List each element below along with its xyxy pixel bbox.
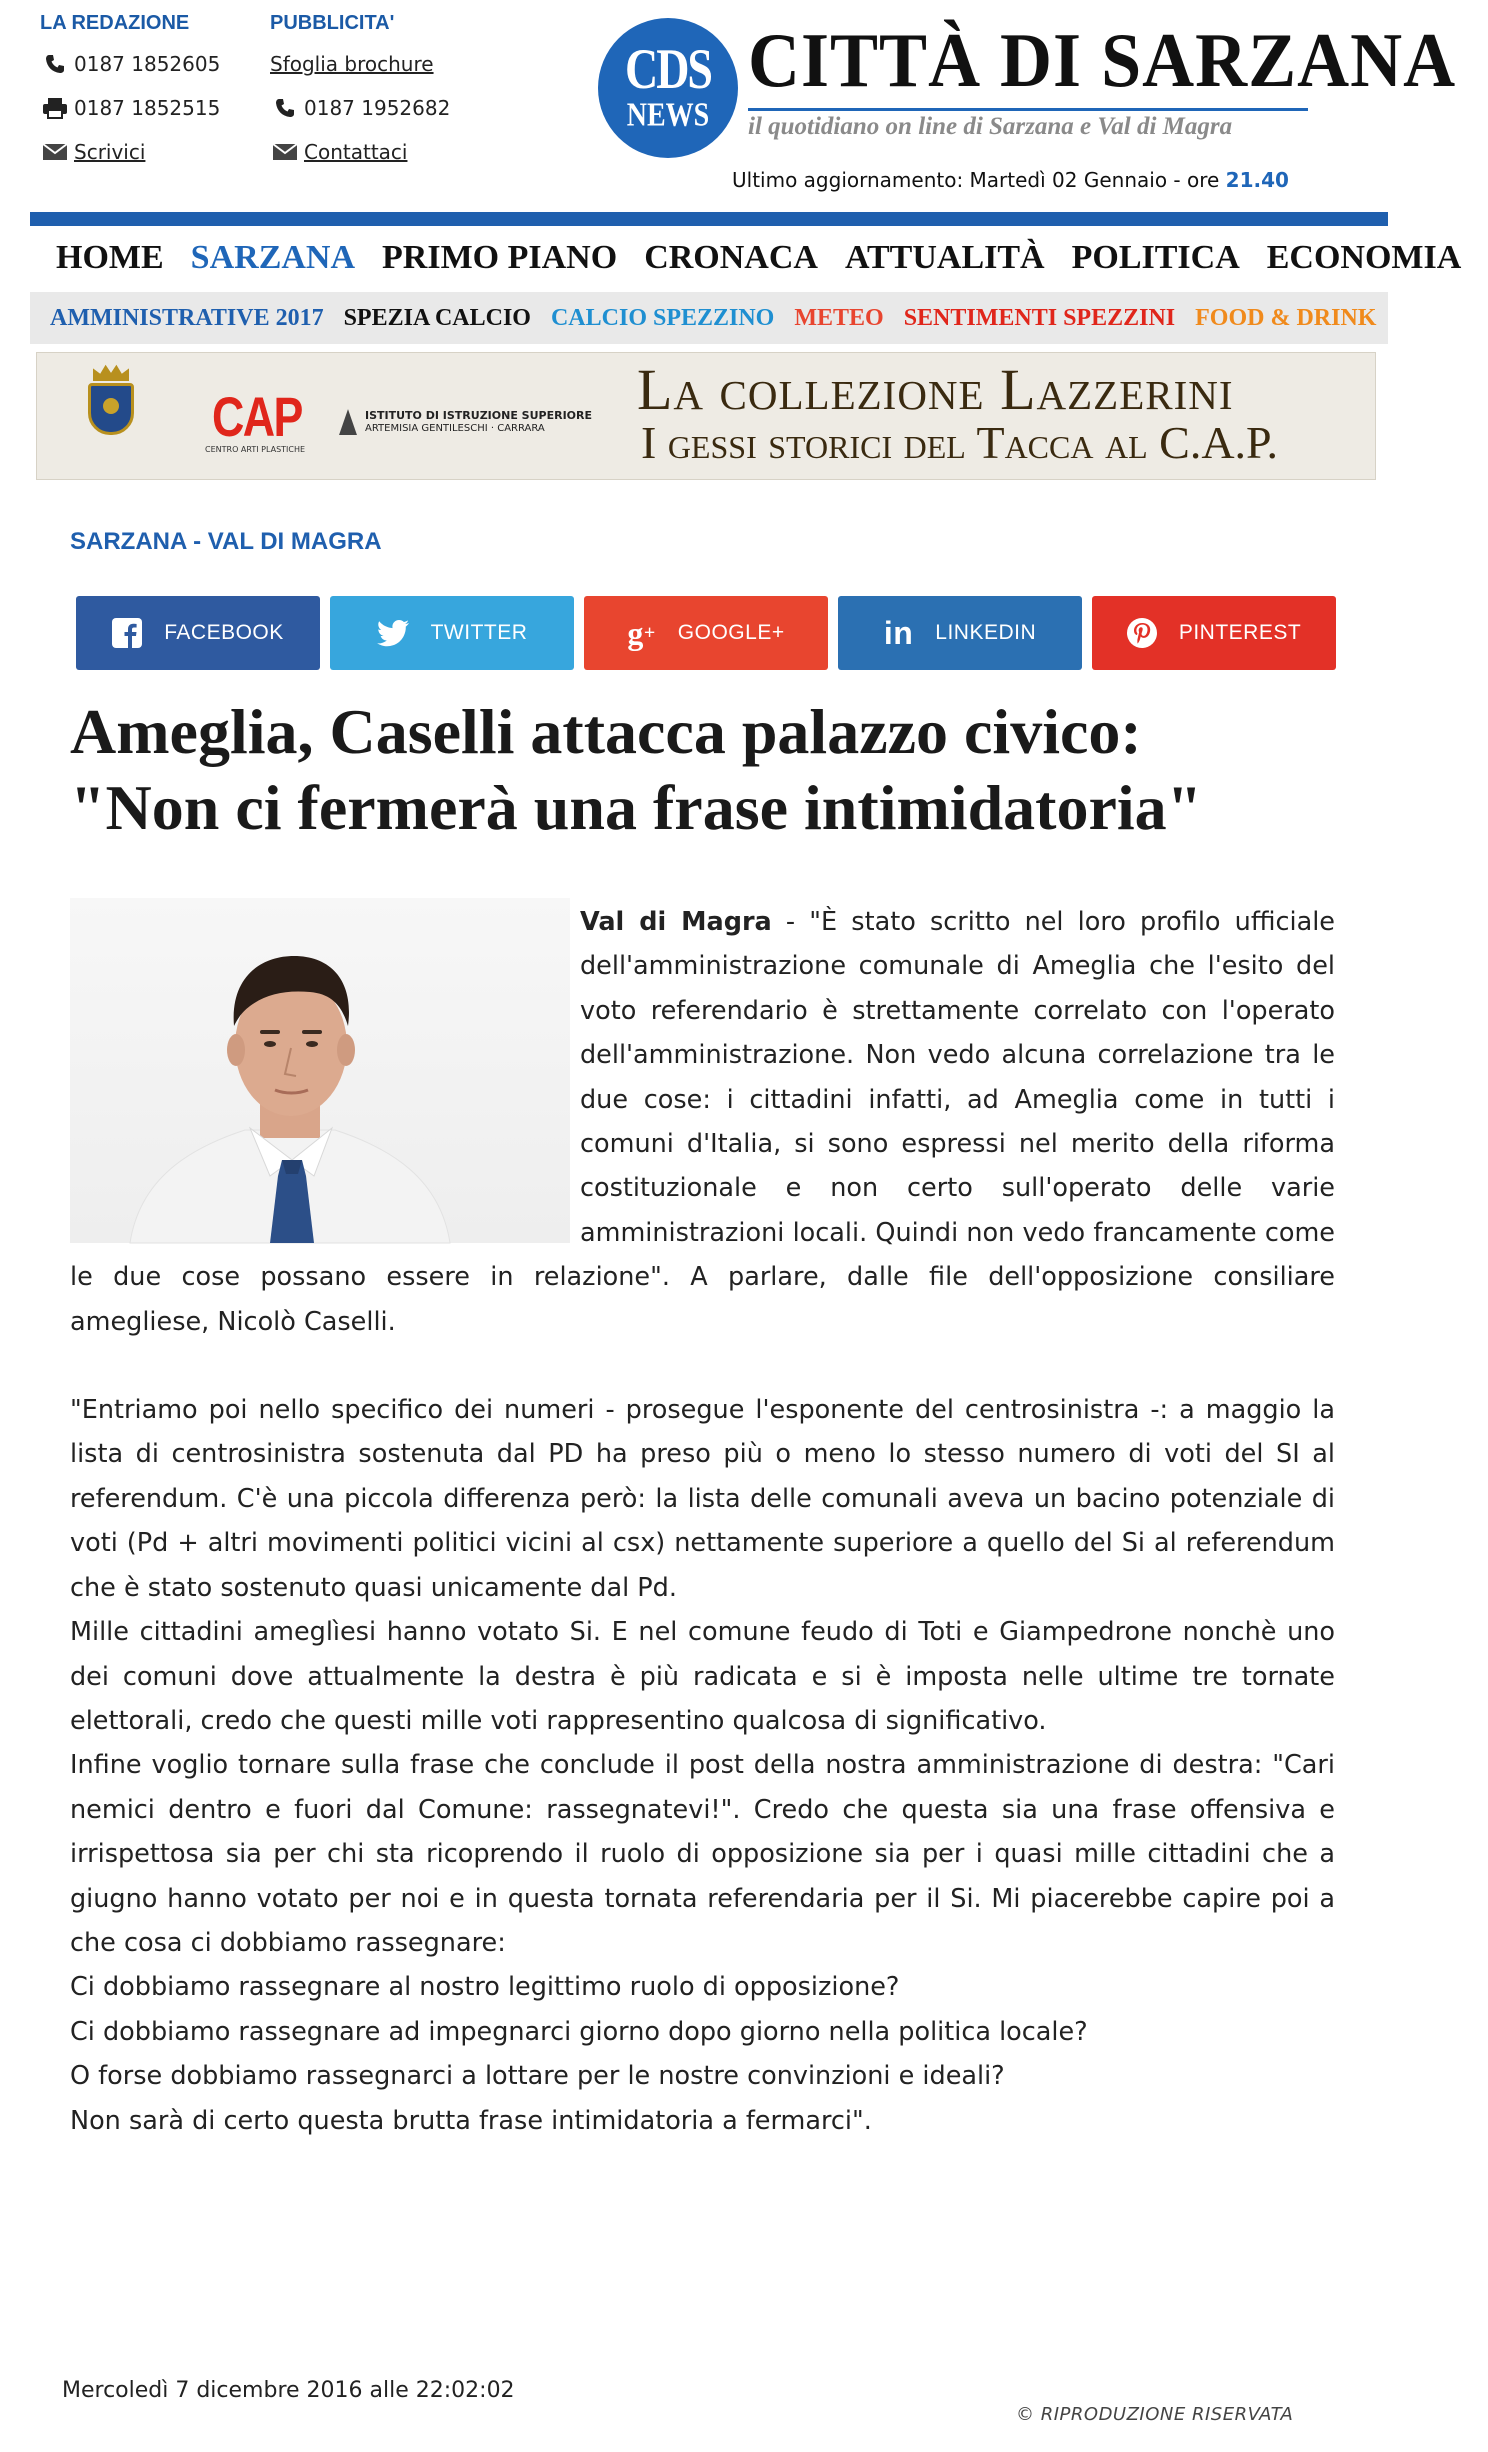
share-linkedin-button[interactable]	[838, 596, 1082, 670]
nav-item-cronaca[interactable]: CRONACA	[644, 239, 818, 276]
article-paragraph-2: "Entriamo poi nello specifico dei numeri - prosegue l'esponente del centrosinistra -: a maggio la lista di centrosinistra sostenuta dal PD ha preso più o meno lo stesso numero di voti del SI al referendum. C'è una piccola differenza però: la lista delle comunali aveva un bacino potenziale di voti (Pd + altri movimenti politici vicini al csx) nettamente superiore a quello del Si al referendum che è stato sostenuto quasi unicamente dal Pd.	[70, 1395, 1335, 1603]
crest-shield	[88, 383, 134, 435]
logo-line1: CDS	[624, 36, 712, 101]
header-divider	[30, 212, 1388, 226]
mail-icon	[40, 140, 70, 164]
linkedin-icon: in	[883, 614, 914, 651]
last-update-hour: 21.40	[1225, 168, 1289, 192]
share-twitter-label: TWITTER	[430, 621, 528, 644]
banner-title	[637, 357, 1279, 468]
subnav-item-calcio-spezzino[interactable]: CALCIO SPEZZINO	[550, 304, 775, 331]
cds-news-logo[interactable]	[598, 18, 738, 158]
redazione-phone-number: 0187 1852605	[74, 52, 221, 76]
google-plus-icon: g +	[627, 614, 656, 651]
copyright-notice: © RIPRODUZIONE RISERVATA	[1016, 2404, 1294, 2425]
cap-logo: CAP	[212, 385, 302, 448]
share-linkedin-label: LINKEDIN	[935, 621, 1037, 644]
subnav-item-spezia-calcio[interactable]: SPEZIA CALCIO	[343, 304, 531, 331]
share-bar	[76, 596, 1336, 670]
share-facebook-button[interactable]	[76, 596, 320, 670]
scrivici-link[interactable]: Scrivici	[74, 140, 146, 164]
pinterest-icon	[1127, 618, 1157, 648]
share-pinterest-label: PINTEREST	[1178, 621, 1302, 644]
redazione-fax-number: 0187 1852515	[74, 96, 221, 120]
crest-crown	[93, 363, 129, 381]
article-p1-text: - "È stato scritto nel loro profilo ufficiale dell'amministrazione comunale di Ameglia che l'esito del voto referendario è strettamente correlato con l'operato dell'amministrazione. Non vedo alcuna correlazione tra le due cose: i cittadini infatti, ad Ameglia come in tutti i comuni d'Italia, si sono espressi nel merito della riforma costituzionale e non certo sull'operato delle varie amministrazioni locali. Quindi non vedo francamente come le due cose possano essere in relazione". A parlare, dalle file dell'opposizione consiliare amegliese, Nicolò Caselli.	[70, 907, 1335, 1337]
contattaci-link[interactable]: Contattaci	[304, 140, 408, 164]
printer-icon	[40, 96, 70, 120]
site-title[interactable]: CITTÀ DI SARZANA	[748, 17, 1457, 104]
subnav-item-amministrative-2017[interactable]: AMMINISTRATIVE 2017	[50, 304, 324, 331]
sub-nav	[30, 292, 1388, 344]
article-headline	[70, 694, 1370, 846]
twitter-icon	[377, 620, 409, 646]
subnav-item-sentimenti-spezzini[interactable]: SENTIMENTI SPEZZINI	[903, 304, 1176, 331]
municipal-crest-icon	[85, 363, 137, 459]
pubblicita-column	[270, 8, 450, 174]
article-body	[70, 900, 1335, 2143]
brochure-link[interactable]: Sfoglia brochure	[270, 52, 434, 76]
article-place: Val di Magra	[580, 907, 772, 937]
nav-item-economia[interactable]: ECONOMIA	[1266, 239, 1462, 276]
article-datetime: Mercoledì 7 dicembre 2016 alle 22:02:02	[62, 2378, 515, 2403]
school-name	[365, 409, 592, 435]
paragraph-gap	[70, 1344, 1335, 1388]
redazione-write[interactable]	[40, 130, 220, 174]
article-paragraph-8: Non sarà di certo questa brutta frase intimidatoria a fermarci".	[70, 2105, 872, 2136]
pubblicita-title: PUBBLICITA'	[270, 12, 395, 34]
school-line1: ISTITUTO DI ISTRUZIONE SUPERIORE	[365, 409, 593, 422]
mail-icon	[270, 140, 300, 164]
site-tagline: il quotidiano on line di Sarzana e Val di Magra	[748, 108, 1308, 141]
article-paragraph-4: Infine voglio tornare sulla frase che conclude il post della nostra amministrazione di destra: "Cari nemici dentro e fuori dal Comune: rassegnatevi!". Credo che questa sia una frase offensiva e irrispettosa sia per chi sta ricoprendo il ruolo di opposizione sia per i quasi mille cittadini che a giugno hanno votato per noi e in questa tornata referendaria per il Si. Mi piacerebbe capire poi a che cosa ci dobbiamo rassegnare:	[70, 1750, 1335, 1958]
phone-icon	[40, 52, 70, 76]
redazione-phone	[40, 42, 220, 86]
redazione-title: LA REDAZIONE	[40, 12, 190, 34]
nav-item-sarzana[interactable]: SARZANA	[190, 239, 356, 276]
redazione-column	[40, 8, 220, 174]
pubblicita-phone	[270, 86, 450, 130]
last-update	[732, 168, 1289, 192]
article-category[interactable]: SARZANA - VAL DI MAGRA	[70, 528, 382, 555]
article-paragraph-3: Mille cittadini ameglìesi hanno votato Si. E nel comune feudo di Toti e Giampedrone nonchè uno dei comuni dove attualmente la destra è più radicata e si è imposta nelle ultime tre tornate elettorali, credo che questi mille voti rappresentino qualcosa di significativo.	[70, 1617, 1335, 1736]
nav-item-home[interactable]: HOME	[56, 239, 164, 276]
logo-line2: NEWS	[626, 96, 710, 134]
main-nav	[56, 230, 1488, 286]
redazione-fax	[40, 86, 220, 130]
school-logo	[339, 409, 592, 435]
banner-title-line1: La collezione Lazzerini	[637, 357, 1234, 422]
banner-title-line2: I gessi storici del Tacca al C.A.P.	[641, 417, 1279, 468]
last-update-prefix: Ultimo aggiornamento: Martedì 02 Gennaio - ore	[732, 168, 1226, 192]
share-twitter-button[interactable]	[330, 596, 574, 670]
headline-line1: Ameglia, Caselli attacca palazzo civico:	[70, 696, 1142, 767]
subnav-item-meteo[interactable]: METEO	[794, 304, 884, 331]
school-mark-icon	[339, 409, 357, 435]
article-paragraph-5: Ci dobbiamo rassegnare al nostro legittimo ruolo di opposizione?	[70, 1972, 900, 2003]
facebook-icon	[112, 618, 142, 648]
nav-item-primo-piano[interactable]: PRIMO PIANO	[382, 239, 618, 276]
share-facebook-label: FACEBOOK	[164, 621, 284, 644]
article-paragraph-7: O forse dobbiamo rassegnarci a lottare per le nostre convinzioni e ideali?	[70, 2061, 1005, 2092]
phone-icon	[270, 96, 300, 120]
share-google-label: GOOGLE+	[677, 621, 785, 644]
subnav-item-food-drink[interactable]: FOOD & DRINK	[1195, 304, 1377, 331]
header-contacts	[40, 8, 480, 178]
nav-item-politica[interactable]: POLITICA	[1071, 239, 1240, 276]
headline-line2: "Non ci fermerà una frase intimidatoria"	[70, 772, 1203, 843]
photo-spacer	[70, 900, 580, 1248]
nav-item-attualit-[interactable]: ATTUALITÀ	[844, 239, 1045, 276]
share-google-button[interactable]	[584, 596, 828, 670]
pubblicita-brochure[interactable]	[270, 42, 450, 86]
article-paragraph-6: Ci dobbiamo rassegnare ad impegnarci giorno dopo giorno nella politica locale?	[70, 2016, 1088, 2047]
collezione-lazzerini-banner[interactable]	[36, 352, 1376, 480]
cap-subtitle: CENTRO ARTI PLASTICHE	[205, 445, 306, 454]
share-pinterest-button[interactable]	[1092, 596, 1336, 670]
pubblicita-contact[interactable]	[270, 130, 450, 174]
school-line2: ARTEMISIA GENTILESCHI · CARRARA	[365, 422, 545, 434]
pubblicita-phone-number: 0187 1952682	[304, 96, 451, 120]
